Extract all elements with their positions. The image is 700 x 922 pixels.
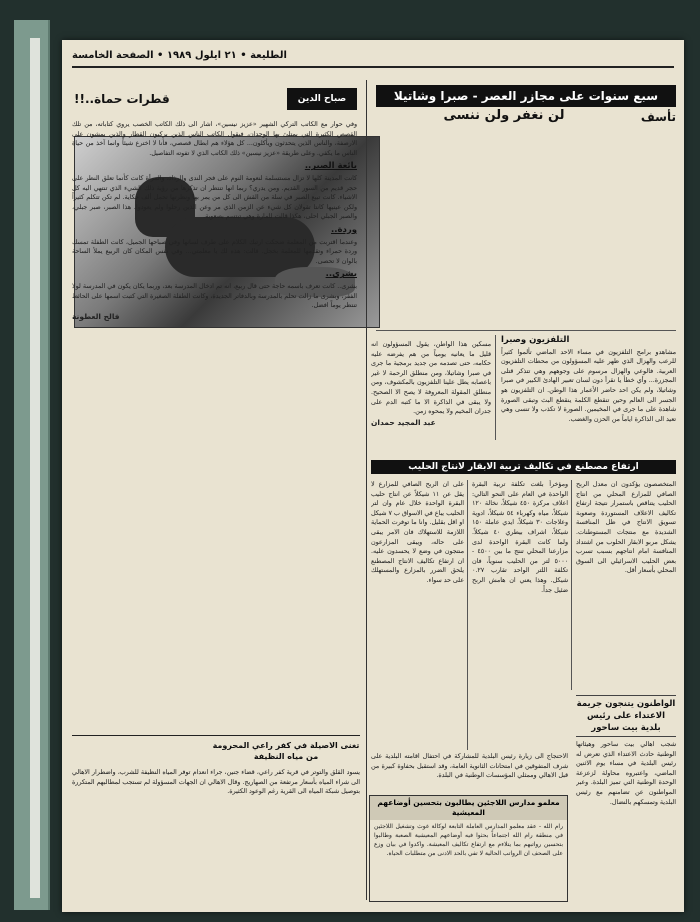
village-news-article (72, 768, 360, 903)
cattle-col-1 (576, 480, 676, 690)
teachers-body: رام الله - عقد معلمو المدارس العاملة التابعة لوكالة غوث وتشغيل اللاجئين في منطقة رام الله اجتماعاً بحثوا فيه أوضاعهم المعيشية الصعبة وطالبوا بتحسين رواتبهم بما يتلاءم مع ارتفاع تكاليف المعيشة. واكدوا في بيان وزع على الصحف ان الرواتب الحالية لا تفي بالحد الادنى من متطلبات الحياة. (374, 823, 563, 857)
tv-body2: مسكين هذا الواطن، يقول المسؤولون انه قليل ما يعانيه يومياً من هم يفرضه عليه حكامه، حتى تصدمه من جديد برمجية ما جرى في صبرا وشاتيلا، ومن منطلق الرحمة لا غير باعصابه يطل علينا التلفزيون بالمكشوف، ومن منطلق المقولة المعروفة لا يصح الا الصحيح. ولا يبقى في الذاكرة الا ما كتبه الدم على جدران المخيم ولا يمحوه زمن. (371, 341, 491, 416)
columnist-logo: صباح الدين (287, 88, 357, 110)
bottom-column (371, 752, 568, 792)
main-headline: سبع سنوات على مجازر العصر - صبرا وشاتيلا (376, 85, 676, 107)
section-title-1: بائعة الصبر.. (304, 161, 357, 172)
section-body-1: كانت المدينة كلها لا تزال مستسلمة لنعومة النوم على فجر الندى والرذاذ، والمرأة كانت كأنما تعلق النظر على حجر قديم من السور القديم. ومن يدري؟ ربما انها تنتظر ان تذكرها من رؤية ذلك الشيء الذي تنتهي اليه كل الاشياء. كانت تبيع الصبر في سلة من القش الى كل من يمر بها ونظرتها تحمل ألف حكاية. لم تكن تتكلم كثيراً ولكن عينيها كانتا تقولان كل شيء عن الزمن الذي مر وعن الذين رحلوا ولم يعودوا. هذا الصبر، صبر جبلي، والصبر الجبلي احلى، هكذا قالت للمارة وهي تبتسم بصعوبة. (72, 174, 357, 221)
column-intro: وفي حوار مع الكاتب التركي الشهير «عزيز نيسين»، اشار الى ذلك الكاتب الخصب يروي كتاباته، من تلك القصص الكثيرة التي يمتلئ بها الوجدان، فيقول الكاتب الناس الذين يركبون القطار والذين يمشون على الارصفة، والناس الذين يتحدثون ويأكلون... كل هؤلاء هم ابطال قصصي، فأنا لا اخترع شيئاً وانما آخذ من حياة الناس ما يكفي. وعلى طريقة «عزيز نيسين» ذلك الكاتب الذي لا تفوته التفاصيل. (72, 121, 357, 157)
section-body-2: وعندما اقتربت من المعلمة ضحكت ارتبك الكلام على طرف لسانها وفي صباحها الجميل، كانت الطفلة تمسك وردة حمراء وتقدمها للمعلمة بخجل. قالت: هذه لك يا معلمتي... وفي نفس المكان كان الربيع يملأ الساحة بالوان لا تحصى. (72, 238, 357, 265)
cattle-text-2: على ان الربح الصافي للمزارع لا يقل عن ١١ شيكلاً عن انتاج حليب البقرة الواحدة خلال عام وان لتر الحليب يباع في الاسواق ب ٧ شيكل او اقل بقليل. وانا ما توفرت الحماية اللازمة للاستهلاك فان الامر يبقى على حاله، ويبقى المزارعون منتجون في وضع لا يحسدون عليه. ان ارتفاع تكاليف الانتاج المصطنع يلحق الضرر بالمزارع والمستهلك على حد سواء. (371, 481, 464, 584)
cattle-col-2 (472, 480, 568, 750)
column-signature: فالح العطونة (72, 311, 120, 321)
binder-strip (30, 38, 40, 898)
cattle-text-3: المتخصصون يؤكدون ان معدل الربح الصافي للمزارع المحلي من انتاج الحليب يتناقص باستمرار نتيجة ارتفاع تكاليف الاعلاف المستوردة وصعوبة تسويق الانتاج في ظل المنافسة الشديدة مع منتجات المستوطنات. يشكل مربو الابقار الحلوب من اشتداد المنافسة امام انتاجهم بسبب تسرب بعض الحليب الاسرائيلي الى السوق المحلي بأسعار أقل. (576, 481, 676, 575)
newspaper-page (62, 40, 684, 912)
tv-signature: عبد المجيد حمدان (371, 417, 436, 427)
left-column (72, 120, 357, 730)
tv-title: التلفزيون وصبرا (501, 335, 570, 345)
tv-article (501, 332, 676, 442)
cattle-text-1: ومؤخراً بلغت تكلفة تربية البقرة الواحدة في العام على النحو التالي: اعلاف مركزة ٤٥٠ شيكلاً، نخالة ١٢٠ شيكلاً، مياه وكهرباء ٥٤ شيكلاً، ادوية وعلاجات ٣٠ شيكلاً، ايدي عاملة ١٥٠ شيكلاً، اشراف بيطري ٤٠ شيكلاً. ولما كانت البقرة الواحدة لدى مزارعنا المحلي تنتج ما بين ٤٥٠٠ - ٥٠٠٠ لتر من الحليب سنوياً، فان تكلفة اللتر الواحد تقارب ٠.٢٧ شيكل. وهذا يعني ان هامش الربح ضئيل جداً. (472, 481, 568, 594)
main-subheadline: لن نغفر ولن ننسى (443, 108, 565, 123)
beit-sahour-article (576, 740, 676, 900)
side-label: تأسف (640, 110, 676, 124)
village-news-body: يسود القلق والتوتر في قرية كفر راعي، قضاء جنين، جراء انعدام توفر المياه النظيفة للشرب، واضطرار الاهالي الى شراء المياه بأسعار مرتفعة من الصهاريج. وقال الاهالي ان الجهات المسؤولة لم تستجب لمطالبهم المتكررة بتوصيل شبكة المياه الى القرية رغم الوعود الكثيرة. (72, 769, 360, 796)
page-header: الطليعة • ٢١ ايلول ١٩٨٩ • الصفحة الخامسة (72, 44, 674, 68)
section-title-2: وردة.. (330, 224, 357, 235)
beit-sahour-body: شجب اهالي بيت ساحور وهيئاتها الوطنية حادث الاعتداء الذي تعرض له رئيس البلدية في مساء يوم الاثنين الماضي، واعتبروه محاولة لزعزعة الوحدة الوطنية التي تميز البلدة. وعبر المواطنون عن تضامنهم مع رئيس البلدية وتمسكهم بالنضال. (576, 741, 676, 806)
section-title-3: بشرى.. (325, 269, 357, 280)
section-body-3: بشرى.. كانت تعرف باسمه حاجة حتى قال ربيع، انه تم ادخال المدرسة بعد، وربما يكان يكون في المدرسة لولا الفقر، وبشرى ما زالت تحلم بالمدرسة وبالدفاتر الجديدة، وكانت الطفلة الصغيرة التي كتبت اسمها على الحائط تنتظر يوماً افضل. (72, 282, 357, 310)
teachers-box (369, 795, 568, 902)
bottom-column-text: الاحتجاج الى زيارة رئيس البلدية للمشاركة في احتفال اقامته البلدية على شرف المتفوقين في امتحانات الثانوية العامة، وقد استقبل بحفاوة كبيرة من قبل الاهالي وممثلي المؤسسات الوطنية في البلدة. (371, 753, 568, 780)
cattle-headline: ارتفاع مصطنع في تكاليف تربية الابقار لانتاج الحليب (371, 460, 676, 474)
village-news-title: تغنى الاصيلة في كفر راعي المحرومة من مياه النظيفة (212, 741, 360, 761)
beit-sahour-title: الواطنون يتنجون جريمة الاعتداء على رئيس بلدية بيت ساحور (576, 695, 676, 737)
teachers-title: معلمو مدارس اللاجئين يطالبون بتحسين أوضاعهم المعيشية (370, 796, 567, 820)
cattle-col-3 (371, 480, 464, 750)
tv-body: مشاهدو برامج التلفزيون في مساء الاحد الماضي تألموا كثيراً للرعب والهزال الذي ظهر عليه المسؤولون من محطات التلفزيون العربية. فالوعي والهزال مرسوم على وجوههم وهي تتذكر قتلى المجزرة... وأي خطأ يا نقرأ دون لسان تعبير الهادئ الكبير في صبرا وشاتيلا، ولم يكن احد حاضر الأعمار هذا الوطن. ان التلفزيون هو الجسر الى العالم وحين تنقطع الكلمة ينقطع البث وتبقى الصورة شاهدة على ما جرى في المخيمين. الصورة لا تكذب ولا تنسى وهي تعيد الى الذاكرة اياماً من الحزن والغضب. (501, 348, 676, 423)
column-title: قطرات حماة..!! (74, 92, 170, 106)
tv-article-cont (371, 340, 491, 440)
